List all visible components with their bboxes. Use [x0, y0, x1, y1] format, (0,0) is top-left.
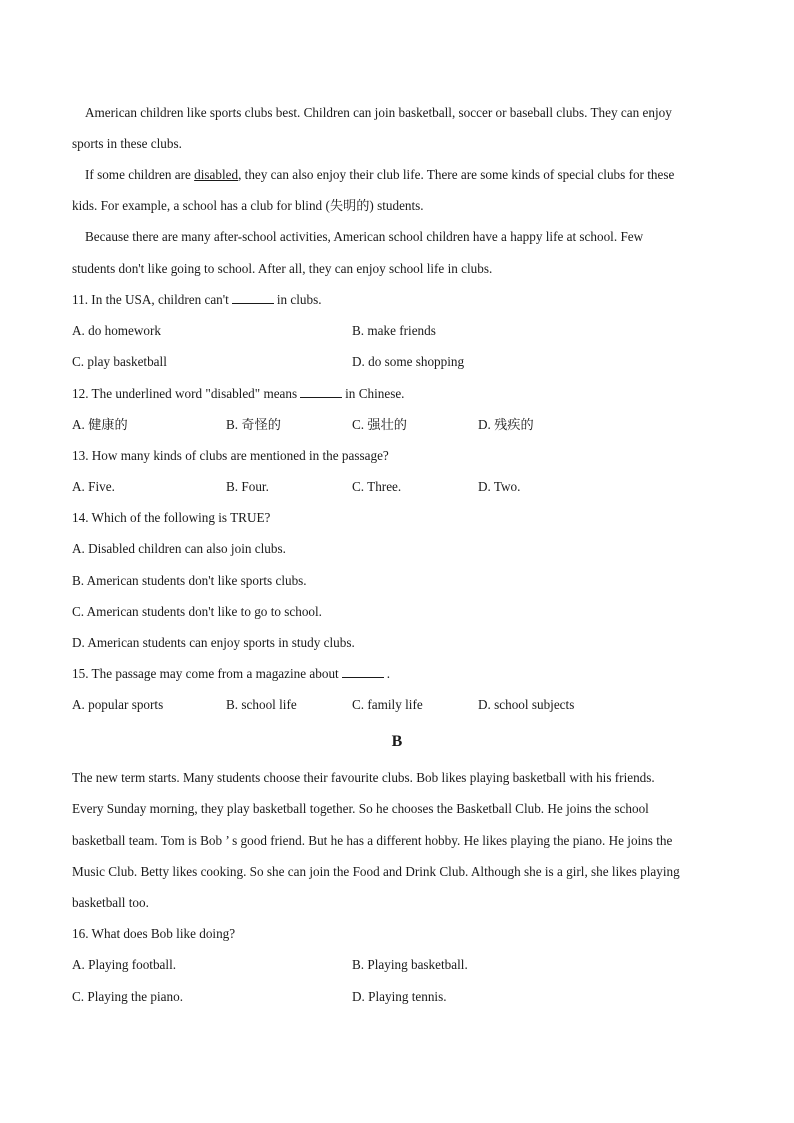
- question-stem-end: .: [386, 666, 391, 681]
- q14-option-d: D. American students can enjoy sports in study clubs.: [72, 635, 355, 650]
- q11-option-a: A. do homework: [72, 323, 162, 338]
- q14-option-c: C. American students don't like to go to school.: [72, 604, 322, 619]
- question-stem: Which of the following is TRUE?: [91, 510, 271, 525]
- passage-a-p2-line1: [85, 167, 674, 183]
- passage-a-p1-line1: American children like sports clubs best. Children can join basketball, soccer or baseball clubs. They can enjoy: [85, 105, 672, 120]
- q12-option-d: D. 残疾的: [478, 417, 534, 432]
- passage-b-line3: basketball team. Tom is Bob ’ s good friend. But he has a different hobby. He likes playing the piano. He joins the: [72, 833, 673, 848]
- question-15: [72, 666, 390, 682]
- answer-blank: [300, 386, 342, 398]
- q13-option-a: A. Five.: [72, 479, 115, 494]
- p2-text-before: If some children are: [85, 167, 195, 182]
- q14-option-a: A. Disabled children can also join clubs.: [72, 541, 286, 556]
- q16-option-c: C. Playing the piano.: [72, 989, 183, 1004]
- passage-a-p1-line2: sports in these clubs.: [72, 136, 182, 151]
- question-14: [72, 510, 270, 526]
- question-12: [72, 386, 404, 402]
- question-stem: The passage may come from a magazine about: [91, 666, 339, 681]
- passage-b-line4: Music Club. Betty likes cooking. So she can join the Food and Drink Club. Although she is a girl, she likes playing: [72, 864, 680, 879]
- q13-option-b: B. Four.: [226, 479, 269, 494]
- section-b-heading: B: [391, 733, 403, 750]
- q16-option-a: A. Playing football.: [72, 957, 177, 972]
- question-stem: In the USA, children can't: [91, 292, 229, 307]
- q15-option-d: D. school subjects: [478, 697, 575, 712]
- answer-blank: [342, 666, 384, 678]
- question-11: [72, 292, 322, 308]
- passage-b-line1: The new term starts. Many students choose their favourite clubs. Bob likes playing basketball with his friends.: [72, 770, 655, 785]
- q14-option-b: B. American students don't like sports clubs.: [72, 573, 307, 588]
- q16-option-d: D. Playing tennis.: [352, 989, 447, 1004]
- q12-option-c: C. 强壮的: [352, 417, 407, 432]
- question-number: 14.: [72, 510, 89, 525]
- passage-a-p2-line2: kids. For example, a school has a club for blind (失明的) students.: [72, 198, 424, 213]
- q13-option-c: C. Three.: [352, 479, 402, 494]
- passage-a-p3-line2: students don't like going to school. After all, they can enjoy school life in clubs.: [72, 261, 493, 276]
- q11-option-c: C. play basketball: [72, 354, 167, 369]
- answer-blank: [232, 292, 274, 304]
- question-16: [72, 926, 235, 942]
- question-stem-end: in clubs.: [276, 292, 322, 307]
- passage-b-line5: basketball too.: [72, 895, 149, 910]
- q15-option-b: B. school life: [226, 697, 297, 712]
- q13-option-d: D. Two.: [478, 479, 521, 494]
- question-number: 12.: [72, 386, 89, 401]
- question-stem: The underlined word "disabled" means: [91, 386, 298, 401]
- question-stem: What does Bob like doing?: [91, 926, 236, 941]
- underlined-word: disabled: [194, 167, 239, 182]
- q15-option-a: A. popular sports: [72, 697, 164, 712]
- q12-option-a: A. 健康的: [72, 417, 128, 432]
- question-number: 15.: [72, 666, 89, 681]
- q15-option-c: C. family life: [352, 697, 423, 712]
- p2-text-after: , they can also enjoy their club life. There are some kinds of special clubs for these: [238, 167, 675, 182]
- passage-a-p3-line1: Because there are many after-school activities, American school children have a happy life at school. Few: [85, 229, 644, 244]
- passage-b-line2: Every Sunday morning, they play basketball together. So he chooses the Basketball Club. He joins the school: [72, 801, 649, 816]
- q16-option-b: B. Playing basketball.: [352, 957, 468, 972]
- question-number: 13.: [72, 448, 89, 463]
- q11-option-b: B. make friends: [352, 323, 436, 338]
- q11-option-d: D. do some shopping: [352, 354, 465, 369]
- question-stem-end: in Chinese.: [345, 386, 405, 401]
- q12-option-b: B. 奇怪的: [226, 417, 281, 432]
- question-number: 16.: [72, 926, 89, 941]
- question-stem: How many kinds of clubs are mentioned in the passage?: [91, 448, 389, 463]
- question-13: [72, 448, 389, 464]
- question-number: 11.: [72, 292, 88, 307]
